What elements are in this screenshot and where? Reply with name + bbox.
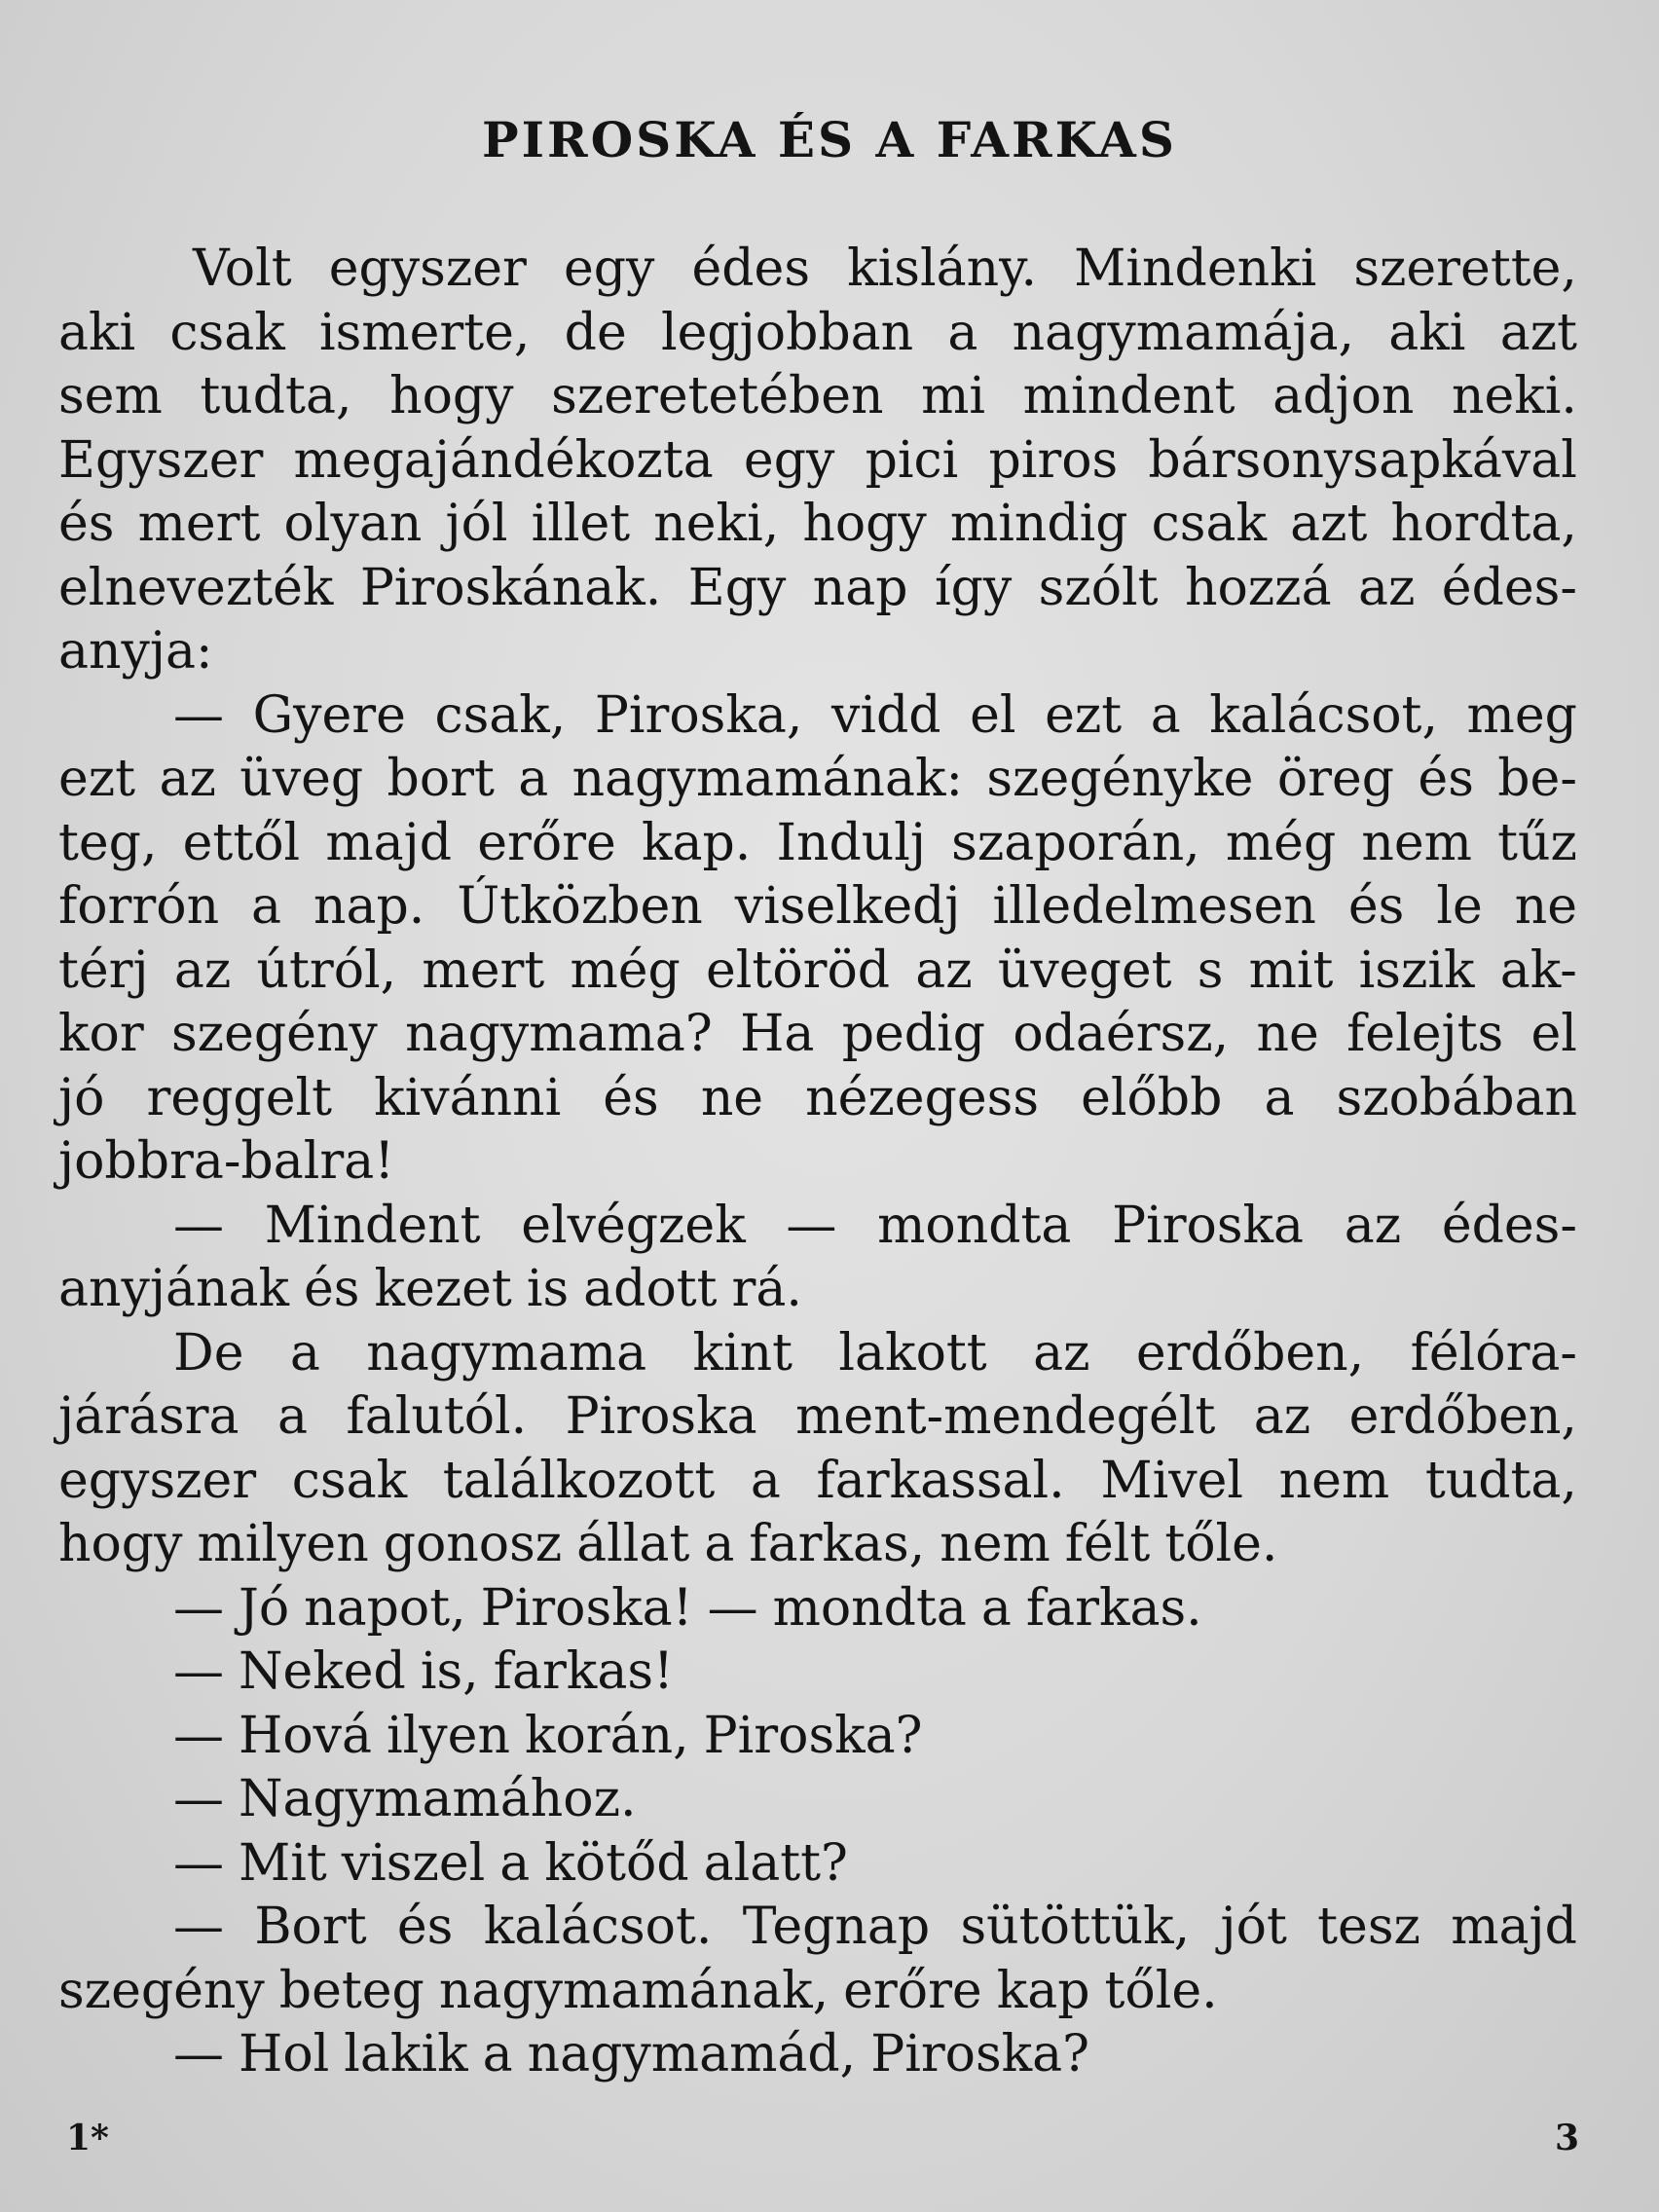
text-line: — Neked is, farkas! [173, 1642, 674, 1701]
text-line: — Mit viszel a kötőd alatt? [173, 1833, 848, 1893]
text-line: — Hová ilyen korán, Piroska? [173, 1706, 923, 1765]
text-line: — Hol lakik a nagymamád, Piroska? [173, 2025, 1090, 2083]
text-line: jobbra-balra! [58, 1132, 395, 1191]
text-line: ezt az üveg bort a nagymamának: szegényke öreg és be- [58, 750, 1577, 808]
text-line: — Bort és kalácsot. Tegnap sütöttük, jót tesz majd [173, 1898, 1577, 1956]
page-number: 3 [1554, 2118, 1579, 2158]
text-line: térj az útról, mert még eltöröd az üveget s mit iszik ak- [58, 940, 1577, 1000]
text-line: De a nagymama kint lakott az erdőben, félóra- [173, 1323, 1577, 1382]
text-line: teg, ettől majd erőre kap. Indulj szaporán, még nem tűz [58, 813, 1577, 872]
text-line: egyszer csak találkozott a farkassal. Mivel nem tudta, [58, 1451, 1577, 1510]
text-line: anyja: [58, 622, 213, 681]
text-line: aki csak ismerte, de legjobban a nagymamája, aki azt [58, 303, 1577, 362]
text-line: Volt egyszer egy édes kislány. Mindenki szerette, [193, 240, 1577, 298]
signature-mark: 1* [66, 2118, 109, 2158]
text-line: sem tudta, hogy szeretetében mi mindent adjon neki. [58, 367, 1577, 425]
text-line: szegény beteg nagymamának, erőre kap tőle. [58, 1961, 1218, 2020]
text-line: — Nagymamához. [173, 1770, 637, 1828]
text-line: hogy milyen gonosz állat a farkas, nem félt tőle. [58, 1515, 1278, 1573]
text-line: forrón a nap. Útközben viselkedj illedelmesen és le ne [58, 877, 1577, 936]
text-line: anyjának és kezet is adott rá. [58, 1260, 802, 1318]
page-title: PIROSKA ÉS A FARKAS [482, 111, 1177, 168]
text-line: — Jó napot, Piroska! — mondta a farkas. [173, 1578, 1202, 1638]
text-line: — Gyere csak, Piroska, vidd el ezt a kalácsot, meg [173, 685, 1577, 745]
text-line: jó reggelt kivánni és ne nézegess előbb a szobában [58, 1068, 1577, 1127]
text-line: és mert olyan jól illet neki, hogy mindig csak azt hordta, [58, 495, 1577, 553]
text-line: elnevezték Piroskának. Egy nap így szólt hozzá az édes- [58, 558, 1577, 617]
text-line: kor szegény nagymama? Ha pedig odaérsz, ne felejts el [58, 1005, 1577, 1063]
text-line: — Mindent elvégzek — mondta Piroska az édes- [173, 1196, 1577, 1255]
story-text [58, 238, 1577, 2087]
text-line: járásra a falutól. Piroska ment-mendegélt az erdőben, [58, 1387, 1577, 1446]
text-line: Egyszer megajándékozta egy pici piros bársonysapkával [58, 430, 1577, 490]
